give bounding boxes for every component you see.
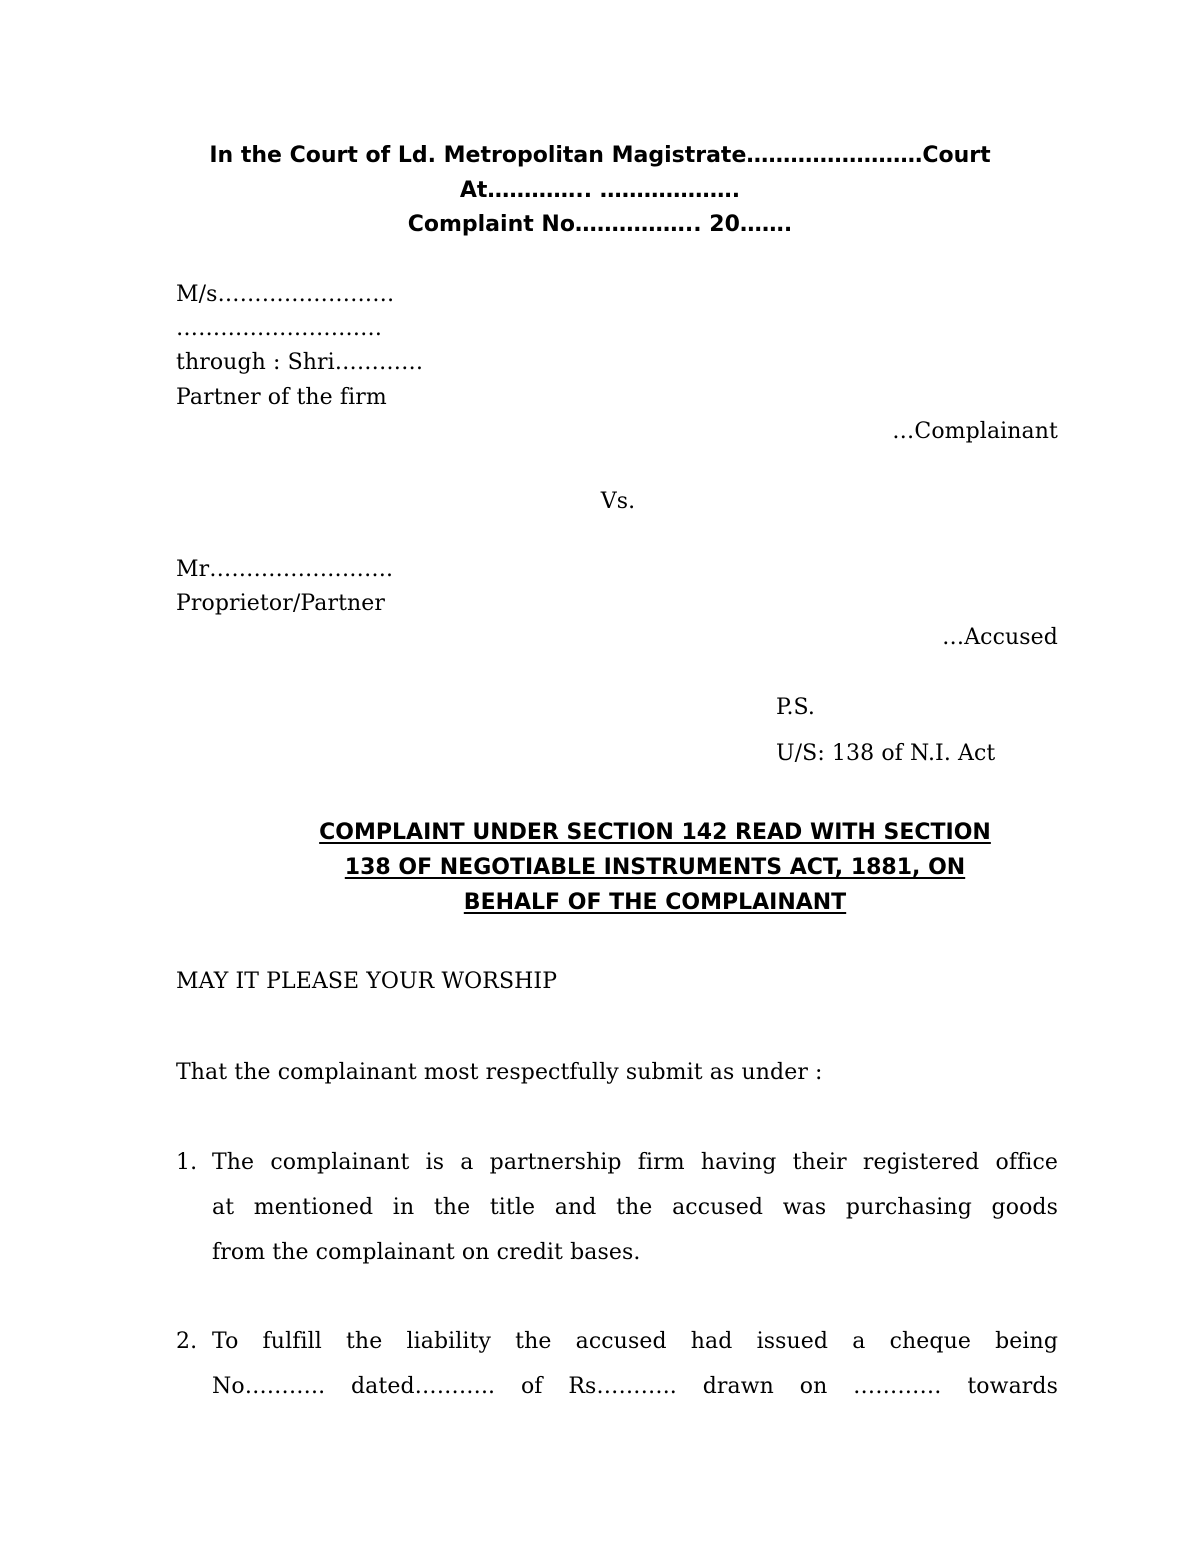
accused-role-label: …Accused bbox=[942, 625, 1058, 650]
numbered-paragraph-1 bbox=[176, 1140, 1058, 1275]
accused-name: Mr……………………. bbox=[176, 557, 394, 582]
complainant-address: ………………………. bbox=[176, 316, 382, 341]
complaint-title-line-2: 138 OF NEGOTIABLE INSTRUMENTS ACT, 1881, ON bbox=[344, 855, 966, 880]
complaint-number-line: Complaint No…………….. 20……. bbox=[407, 212, 793, 237]
accused-designation: Proprietor/Partner bbox=[176, 591, 386, 616]
paragraph-line: No……….. dated……….. of Rs……….. drawn on ………… towards bbox=[212, 1374, 1058, 1399]
paragraph-line: The complainant is a partnership firm having their registered office bbox=[212, 1150, 1058, 1175]
intro-statement: That the complainant most respectfully submit as under : bbox=[176, 1060, 823, 1085]
complainant-designation: Partner of the firm bbox=[176, 385, 387, 410]
salutation: MAY IT PLEASE YOUR WORSHIP bbox=[176, 969, 558, 994]
police-station-line: P.S. bbox=[776, 695, 816, 720]
paragraph-line: at mentioned in the title and the accused was purchasing goods bbox=[212, 1195, 1058, 1220]
complainant-role-label: …Complainant bbox=[892, 419, 1058, 444]
complainant-firm-name: M/s…………………… bbox=[176, 282, 395, 307]
paragraph-number: 1. bbox=[176, 1150, 198, 1175]
court-heading: In the Court of Ld. Metropolitan Magistrate……………………Court bbox=[209, 143, 991, 168]
under-section-line: U/S: 138 of N.I. Act bbox=[776, 741, 996, 766]
numbered-paragraph-2 bbox=[176, 1319, 1058, 1409]
paragraph-line: To fulfill the liability the accused had issued a cheque being bbox=[212, 1329, 1058, 1354]
paragraph-line: from the complainant on credit bases. bbox=[212, 1240, 641, 1265]
complainant-through: through : Shri………… bbox=[176, 350, 424, 375]
paragraph-number: 2. bbox=[176, 1329, 198, 1354]
versus-label: Vs. bbox=[600, 489, 636, 514]
complaint-title-line-3: BEHALF OF THE COMPLAINANT bbox=[463, 890, 847, 915]
court-location-line: At………….. ………………. bbox=[459, 178, 741, 203]
complaint-title-line-1: COMPLAINT UNDER SECTION 142 READ WITH SECTION bbox=[319, 820, 991, 845]
